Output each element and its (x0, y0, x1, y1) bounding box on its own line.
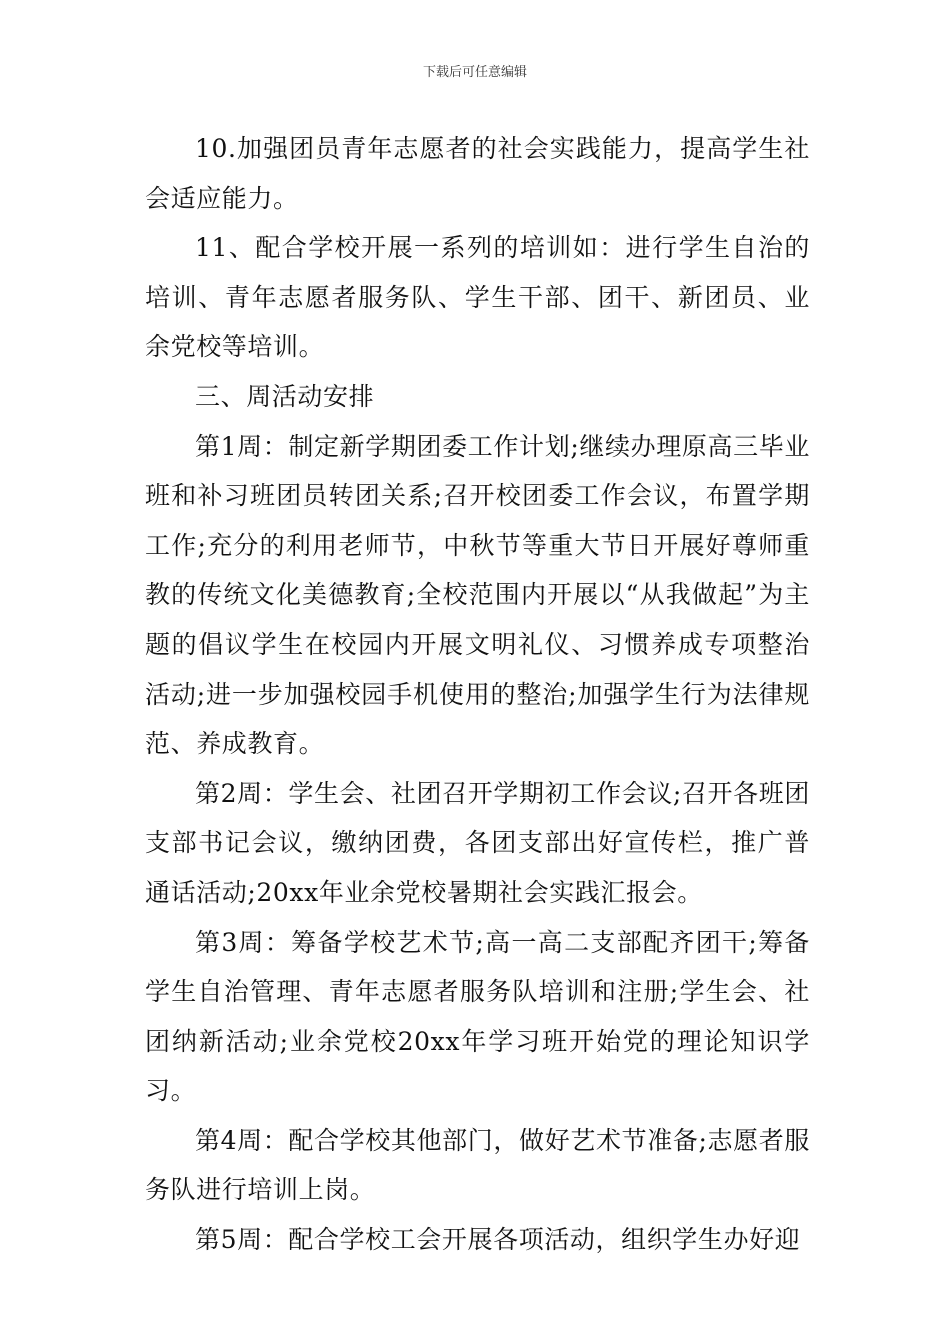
paragraph-item-11: 11、配合学校开展一系列的培训如：进行学生自治的培训、青年志愿者服务队、学生干部、团干、新团员、业余党校等培训。 (145, 233, 810, 362)
paragraph-week-2: 第2周：学生会、社团召开学期初工作会议;召开各班团支部书记会议，缴纳团费，各团支部出好宣传栏，推广普通话活动;20xx年业余党校暑期社会实践汇报会。 (145, 778, 810, 907)
document-body (145, 124, 810, 1265)
page-header: 下载后可任意编辑 (422, 65, 527, 80)
section-heading-weekly-schedule: 三、周活动安排 (195, 381, 375, 411)
paragraph-item-10: 10.加强团员青年志愿者的社会实践能力，提高学生社会适应能力。 (145, 134, 810, 213)
paragraph-week-3: 第3周：筹备学校艺术节;高一高二支部配齐团干;筹备学生自治管理、青年志愿者服务队培训和注册;学生会、社团纳新活动;业余党校20xx年学习班开始党的理论知识学习。 (145, 927, 810, 1106)
paragraph-week-1: 第1周：制定新学期团委工作计划;继续办理原高三毕业班和补习班团员转团关系;召开校团委工作会议，布置学期工作;充分的利用老师节，中秋节等重大节日开展好尊师重教的传统文化美德教育;全校范围内开展以“从我做起”为主题的倡议学生在校园内开展文明礼仪、习惯养成专项整治活动;进一步加强校园手机使用的整治;加强学生行为法律规范、养成教育。 (145, 431, 810, 759)
paragraph-week-4: 第4周：配合学校其他部门，做好艺术节准备;志愿者服务队进行培训上岗。 (145, 1125, 810, 1205)
paragraph-week-5: 第5周：配合学校工会开展各项活动，组织学生办好迎 (195, 1225, 801, 1255)
